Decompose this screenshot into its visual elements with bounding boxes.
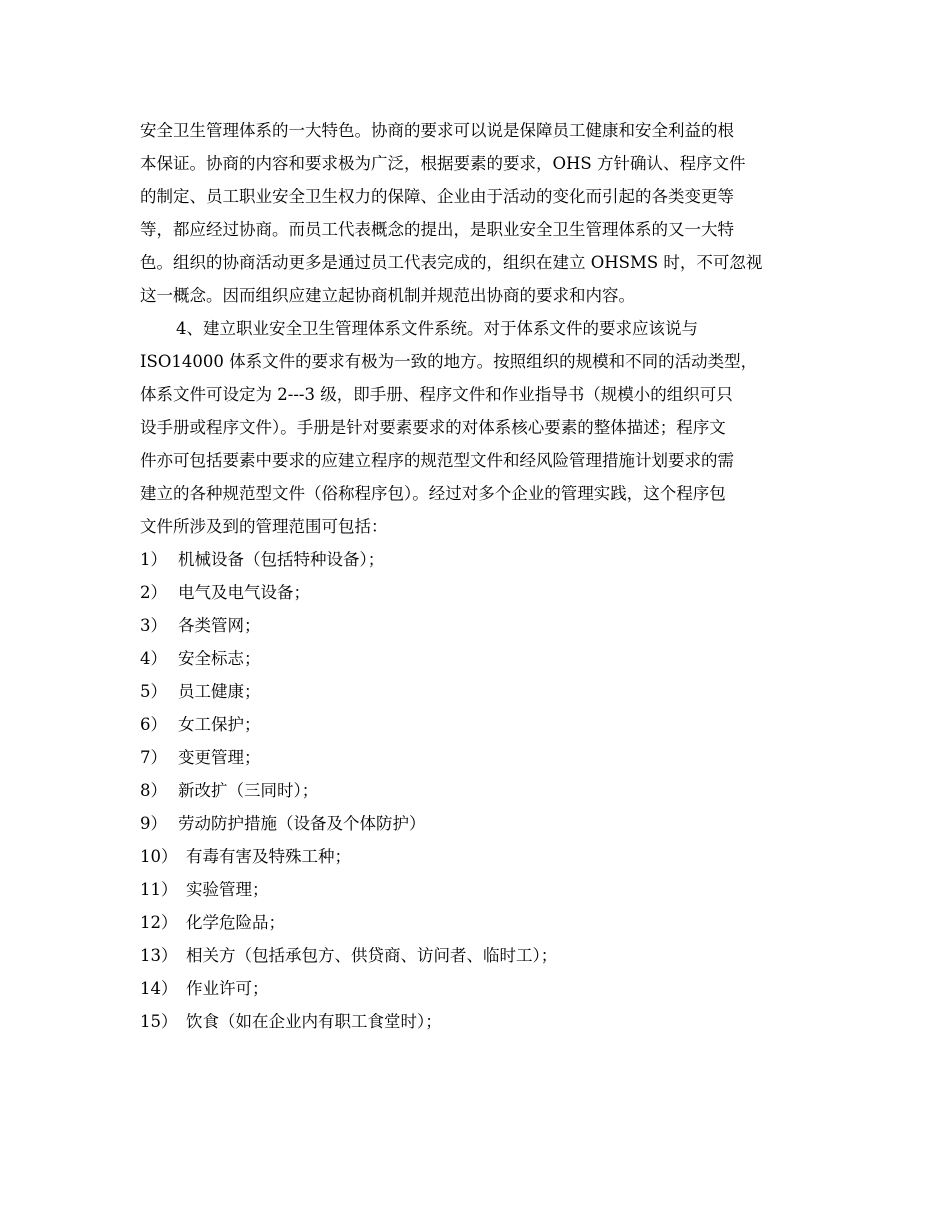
list-item-text: 劳动防护措施（设备及个体防护）: [178, 814, 426, 833]
list-item-text: 员工健康；: [178, 682, 261, 701]
list-item: [140, 642, 820, 675]
paragraph-line: 安全卫生管理体系的一大特色。协商的要求可以说是保障员工健康和安全利益的根: [140, 121, 734, 140]
list-item: [140, 807, 820, 840]
list-item: [140, 774, 820, 807]
list-item: [140, 1005, 820, 1038]
list-item-text: 各类管网；: [178, 616, 261, 635]
paragraph-line: 色。组织的协商活动更多是通过员工代表完成的，组织在建立 OHSMS 时，不可忽视: [140, 253, 763, 272]
list-item-text: 有毒有害及特殊工种；: [186, 847, 351, 866]
document-body: [140, 114, 820, 1038]
list-item-number: 5）: [140, 682, 167, 701]
paragraph-line: 文件所涉及到的管理范围可包括：: [140, 517, 388, 536]
paragraph-line: 体系文件可设定为 2---3 级，即手册、程序文件和作业指导书（规模小的组织可只: [140, 385, 733, 404]
list-item-number: 14）: [140, 979, 178, 998]
list-item: [140, 576, 820, 609]
paragraph-line: 件亦可包括要素中要求的应建立程序的规范型文件和经风险管理措施计划要求的需: [140, 451, 734, 470]
paragraph-line: 4、建立职业安全卫生管理体系文件系统。对于体系文件的要求应该说与: [176, 319, 698, 338]
list-item-text: 作业许可；: [186, 979, 269, 998]
paragraph-line: 这一概念。因而组织应建立起协商机制并规范出协商的要求和内容。: [140, 286, 635, 305]
list-item-text: 机械设备（包括特种设备）；: [178, 550, 385, 569]
list-item-text: 女工保护；: [178, 715, 261, 734]
list-item-number: 9）: [140, 814, 167, 833]
paragraph-line: ISO14000 体系文件的要求有极为一致的地方。按照组织的规模和不同的活动类型，: [140, 352, 758, 371]
list-item: [140, 873, 820, 906]
list-item: [140, 675, 820, 708]
list-item-number: 7）: [140, 748, 167, 767]
list-item-number: 10）: [140, 847, 178, 866]
list-item-number: 12）: [140, 913, 178, 932]
list-item-text: 电气及电气设备；: [178, 583, 310, 602]
list-item: [140, 741, 820, 774]
list-item-text: 新改扩（三同时）；: [178, 781, 319, 800]
list-item: [140, 939, 820, 972]
paragraph-line: 的制定、员工职业安全卫生权力的保障、企业由于活动的变化而引起的各类变更等: [140, 187, 734, 206]
list-item: [140, 609, 820, 642]
list-item-number: 8）: [140, 781, 167, 800]
list-item-text: 相关方（包括承包方、供贷商、访问者、临时工）；: [186, 946, 558, 965]
paragraph-line: 本保证。协商的内容和要求极为广泛，根据要素的要求，OHS 方针确认、程序文件: [140, 154, 746, 173]
list-item-text: 变更管理；: [178, 748, 261, 767]
list-item-number: 13）: [140, 946, 178, 965]
paragraph-line: 建立的各种规范型文件（俗称程序包）。经过对多个企业的管理实践，这个程序包: [140, 484, 726, 503]
list-item-number: 1）: [140, 550, 167, 569]
paragraph-line: 等，都应经过协商。而员工代表概念的提出，是职业安全卫生管理体系的又一大特: [140, 220, 734, 239]
list-item: [140, 840, 820, 873]
list-item-text: 饮食（如在企业内有职工食堂时）；: [186, 1012, 442, 1031]
list-item-text: 实验管理；: [186, 880, 269, 899]
list-item-number: 11）: [140, 880, 178, 899]
list-item-number: 3）: [140, 616, 167, 635]
paragraph-line: 设手册或程序文件）。手册是针对要素要求的对体系核心要素的整体描述；程序文: [140, 418, 726, 437]
list-item: [140, 972, 820, 1005]
list-item: [140, 906, 820, 939]
list-item-number: 6）: [140, 715, 167, 734]
list-item-number: 4）: [140, 649, 167, 668]
list-item: [140, 708, 820, 741]
list-item-number: 2）: [140, 583, 167, 602]
list-item-text: 化学危险品；: [186, 913, 285, 932]
list-item: [140, 543, 820, 576]
list-item-number: 15）: [140, 1012, 178, 1031]
list-item-text: 安全标志；: [178, 649, 261, 668]
